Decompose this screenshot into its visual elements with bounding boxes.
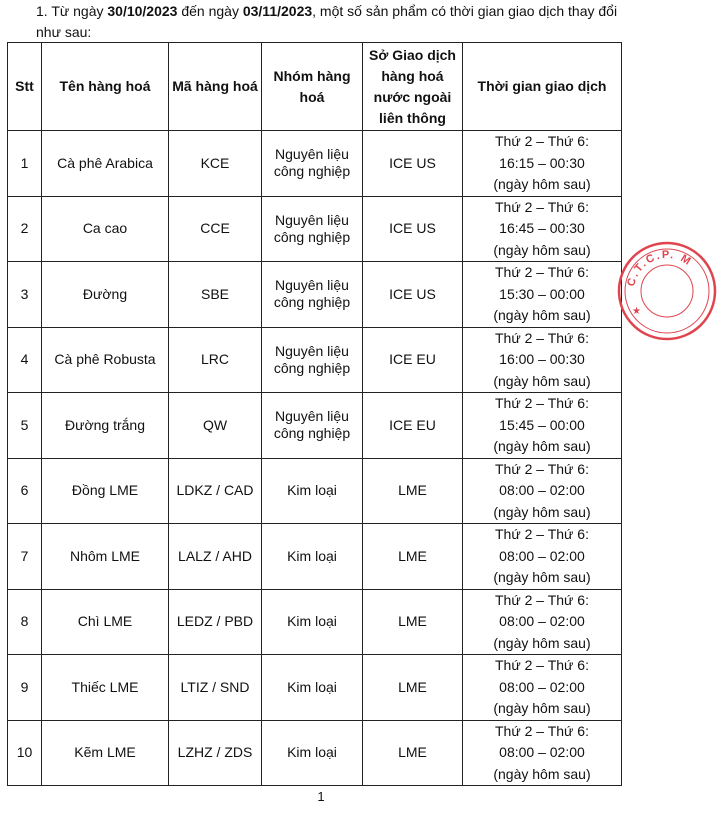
table-row <box>8 589 622 655</box>
header-code: Mã hàng hoá <box>169 43 262 131</box>
cell-stt: 9 <box>8 655 42 721</box>
trading-time-hours: 08:00 – 02:00 <box>499 744 585 760</box>
trading-time-hours: 08:00 – 02:00 <box>499 482 585 498</box>
table-body <box>8 131 622 786</box>
stamp-text: C.T.C.P. M <box>625 248 695 288</box>
intro-prefix: 1. Từ ngày <box>36 3 108 19</box>
cell-product-name: Cà phê Robusta <box>42 327 169 393</box>
table-row <box>8 524 622 590</box>
cell-exchange: ICE EU <box>363 393 463 459</box>
header-name: Tên hàng hoá <box>42 43 169 131</box>
cell-stt: 8 <box>8 589 42 655</box>
trading-time-days: Thứ 2 – Thứ 6: <box>495 722 589 739</box>
trading-time-hours: 08:00 – 02:00 <box>499 613 585 629</box>
trading-time-note: (ngày hôm sau) <box>493 241 591 258</box>
trading-time-hours: 16:15 – 00:30 <box>499 154 585 171</box>
trading-time-note: (ngày hôm sau) <box>493 634 591 651</box>
intro-suffix: , một số sản phẩm có thời gian giao dịch thay đổi như sau: <box>36 3 618 40</box>
cell-trading-time <box>463 720 622 786</box>
intro-middle: đến ngày <box>177 3 243 19</box>
cell-trading-time <box>463 262 622 328</box>
cell-product-name: Đường trắng <box>42 393 169 459</box>
cell-trading-time <box>463 327 622 393</box>
cell-trading-time <box>463 655 622 721</box>
cell-product-group: Nguyên liệu công nghiệp <box>262 196 363 262</box>
cell-exchange: LME <box>363 458 463 524</box>
page-number: 1 <box>317 789 325 804</box>
cell-stt: 10 <box>8 720 42 786</box>
cell-product-group: Kim loại <box>262 655 363 721</box>
cell-product-code: LTIZ / SND <box>169 655 262 721</box>
trading-time-days: Thứ 2 – Thứ 6: <box>495 657 589 673</box>
trading-time-note: (ngày hôm sau) <box>493 700 591 716</box>
trading-time-days: Thứ 2 – Thứ 6: <box>495 395 589 411</box>
trading-time-note: (ngày hôm sau) <box>493 438 591 454</box>
cell-stt: 4 <box>8 327 42 393</box>
table-row <box>8 720 622 786</box>
cell-product-group: Kim loại <box>262 589 363 655</box>
cell-trading-time <box>463 131 622 197</box>
cell-trading-time <box>463 524 622 590</box>
trading-time-days: Thứ 2 – Thứ 6: <box>495 591 589 608</box>
cell-product-name: Đường <box>42 262 169 328</box>
cell-product-code: KCE <box>169 131 262 197</box>
table-row <box>8 327 622 393</box>
cell-product-name: Kẽm LME <box>42 720 169 786</box>
cell-stt: 3 <box>8 262 42 328</box>
cell-product-name: Cà phê Arabica <box>42 131 169 197</box>
cell-product-group: Nguyên liệu công nghiệp <box>262 393 363 459</box>
cell-exchange: LME <box>363 524 463 590</box>
cell-stt: 2 <box>8 196 42 262</box>
trading-time-days: Thứ 2 – Thứ 6: <box>495 526 589 542</box>
cell-product-name: Thiếc LME <box>42 655 169 721</box>
table-row <box>8 196 622 262</box>
trading-time-hours: 15:45 – 00:00 <box>499 416 585 433</box>
trading-time-hours: 16:45 – 00:30 <box>499 220 585 236</box>
cell-stt: 7 <box>8 524 42 590</box>
trading-time-note: (ngày hôm sau) <box>493 176 591 192</box>
cell-stt: 1 <box>8 131 42 197</box>
trading-time-days: Thứ 2 – Thứ 6: <box>495 133 589 149</box>
cell-product-code: SBE <box>169 262 262 328</box>
cell-stt: 6 <box>8 458 42 524</box>
cell-product-code: QW <box>169 393 262 459</box>
cell-product-name: Nhôm LME <box>42 524 169 590</box>
table-header-row <box>8 43 622 131</box>
table-row <box>8 131 622 197</box>
trading-time-hours: 08:00 – 02:00 <box>499 547 585 564</box>
cell-exchange: ICE US <box>363 131 463 197</box>
cell-exchange: ICE US <box>363 196 463 262</box>
date-from: 30/10/2023 <box>107 3 178 19</box>
cell-trading-time <box>463 458 622 524</box>
cell-product-code: LRC <box>169 327 262 393</box>
cell-exchange: ICE EU <box>363 327 463 393</box>
cell-stt: 5 <box>8 393 42 459</box>
cell-product-group: Nguyên liệu công nghiệp <box>262 262 363 328</box>
cell-product-group: Nguyên liệu công nghiệp <box>262 327 363 393</box>
trading-time-hours: 16:00 – 00:30 <box>499 351 585 367</box>
cell-exchange: LME <box>363 720 463 786</box>
trading-time-note: (ngày hôm sau) <box>493 765 591 782</box>
cell-product-name: Chì LME <box>42 589 169 655</box>
cell-product-code: LALZ / AHD <box>169 524 262 590</box>
trading-time-hours: 08:00 – 02:00 <box>499 678 585 695</box>
trading-hours-table <box>7 42 622 786</box>
svg-text:★: ★ <box>632 306 641 317</box>
red-seal-stamp <box>612 236 722 346</box>
cell-product-group: Nguyên liệu công nghiệp <box>262 131 363 197</box>
table-row <box>8 655 622 721</box>
header-time: Thời gian giao dịch <box>463 43 622 131</box>
trading-time-note: (ngày hôm sau) <box>493 372 591 389</box>
table-row <box>8 262 622 328</box>
trading-time-hours: 15:30 – 00:00 <box>499 285 585 302</box>
cell-product-code: LEDZ / PBD <box>169 589 262 655</box>
trading-time-note: (ngày hôm sau) <box>493 307 591 323</box>
table-row <box>8 393 622 459</box>
cell-product-code: CCE <box>169 196 262 262</box>
cell-trading-time <box>463 196 622 262</box>
trading-time-note: (ngày hôm sau) <box>493 569 591 585</box>
header-group: Nhóm hàng hoá <box>262 43 363 131</box>
cell-product-group: Kim loại <box>262 720 363 786</box>
cell-exchange: ICE US <box>363 262 463 328</box>
header-stt: Stt <box>8 43 42 131</box>
trading-time-days: Thứ 2 – Thứ 6: <box>495 264 589 280</box>
date-to: 03/11/2023 <box>242 3 313 19</box>
cell-product-name: Ca cao <box>42 196 169 262</box>
cell-exchange: LME <box>363 655 463 721</box>
header-exchange: Sở Giao dịch hàng hoá nước ngoài liên thông <box>363 43 463 131</box>
cell-product-name: Đồng LME <box>42 458 169 524</box>
cell-product-group: Kim loại <box>262 524 363 590</box>
trading-time-days: Thứ 2 – Thứ 6: <box>495 460 589 477</box>
cell-product-code: LZHZ / ZDS <box>169 720 262 786</box>
trading-time-days: Thứ 2 – Thứ 6: <box>495 329 589 346</box>
trading-time-days: Thứ 2 – Thứ 6: <box>495 198 589 215</box>
cell-product-group: Kim loại <box>262 458 363 524</box>
cell-exchange: LME <box>363 589 463 655</box>
cell-trading-time <box>463 393 622 459</box>
trading-time-note: (ngày hôm sau) <box>493 503 591 520</box>
intro-paragraph <box>36 1 636 43</box>
table-row <box>8 458 622 524</box>
cell-product-code: LDKZ / CAD <box>169 458 262 524</box>
cell-trading-time <box>463 589 622 655</box>
